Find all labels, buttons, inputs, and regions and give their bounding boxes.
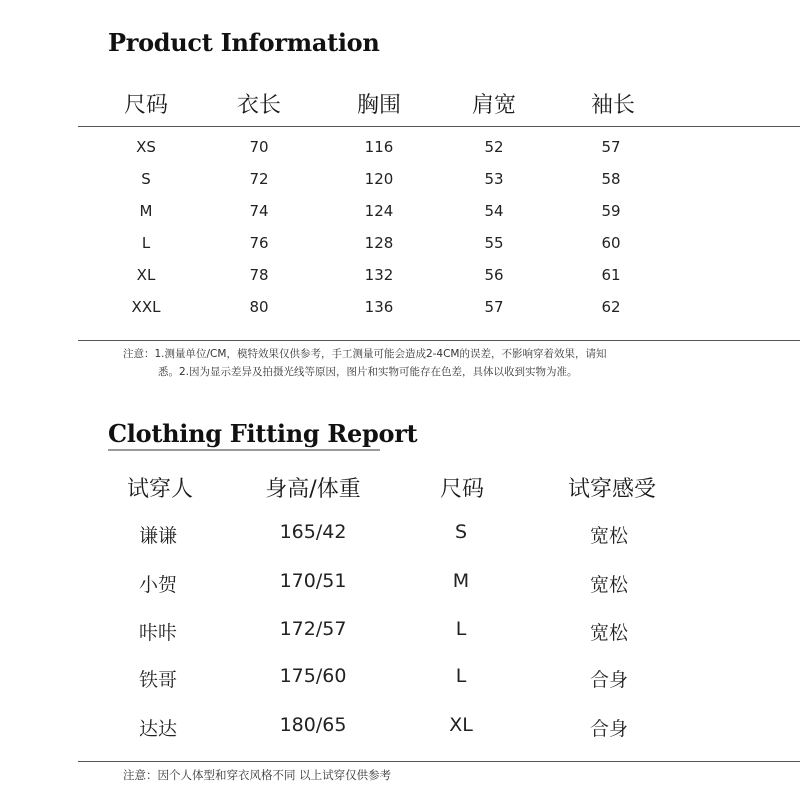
- shoulder-cell: 54: [484, 202, 504, 220]
- fitting-table-header: 身高/体重: [265, 477, 361, 502]
- size-cell: L: [141, 234, 151, 252]
- fitting-table-header: 尺码: [439, 477, 485, 502]
- sleeve-cell: 61: [601, 266, 621, 284]
- table-row: [0, 266, 800, 296]
- chest-cell: 116: [364, 138, 394, 156]
- height-weight-cell: 170/51: [279, 570, 347, 592]
- length-cell: 72: [249, 170, 269, 188]
- shoulder-cell: 57: [484, 298, 504, 316]
- size-table-header: 肩宽: [471, 93, 517, 118]
- fitting-size-cell: XL: [449, 714, 473, 736]
- height-weight-cell: 175/60: [279, 665, 347, 687]
- size-cell: XS: [136, 138, 156, 156]
- measurement-note-line1: 注意：1.测量单位/CM，模特效果仅供参考，手工测量可能会造成2-4CM的误差，不影响穿着效果，请知: [123, 348, 607, 360]
- measurement-note-line2: 悉。2.因为显示差异及拍摄光线等原因，图片和实物可能存在色差，具体以收到实物为准。: [158, 366, 578, 378]
- fitting-table-header-row: [0, 472, 800, 502]
- sleeve-cell: 57: [601, 138, 621, 156]
- shoulder-cell: 53: [484, 170, 504, 188]
- length-cell: 70: [249, 138, 269, 156]
- table-row: [0, 665, 800, 695]
- shoulder-cell: 52: [484, 138, 504, 156]
- size-cell: M: [139, 202, 153, 220]
- fitting-title-underline: [108, 449, 380, 451]
- size-table-header: 袖长: [590, 93, 636, 118]
- length-cell: 74: [249, 202, 269, 220]
- size-table-header: 胸围: [356, 93, 402, 118]
- fitting-table-bottom-divider: [78, 761, 800, 762]
- size-table-bottom-divider: [78, 340, 800, 341]
- chest-cell: 136: [364, 298, 394, 316]
- fitting-table-header: 试穿感受: [567, 477, 657, 502]
- size-table-header-row: [0, 88, 800, 118]
- table-row: [0, 138, 800, 168]
- tester-name-cell: 达达: [138, 718, 178, 740]
- tester-name-cell: 咔咔: [138, 622, 178, 644]
- height-weight-cell: 172/57: [279, 618, 347, 640]
- table-row: [0, 170, 800, 200]
- table-row: [0, 570, 800, 600]
- table-row: [0, 202, 800, 232]
- size-cell: XXL: [131, 298, 161, 316]
- height-weight-cell: 180/65: [279, 714, 347, 736]
- length-cell: 78: [249, 266, 269, 284]
- product-information-title: Product Information: [108, 28, 380, 57]
- size-cell: XL: [136, 266, 156, 284]
- tester-name-cell: 铁哥: [138, 669, 178, 691]
- chest-cell: 124: [364, 202, 394, 220]
- chest-cell: 132: [364, 266, 394, 284]
- chest-cell: 120: [364, 170, 394, 188]
- fit-feeling-cell: 宽松: [589, 525, 629, 547]
- fit-feeling-cell: 宽松: [589, 622, 629, 644]
- chest-cell: 128: [364, 234, 394, 252]
- shoulder-cell: 55: [484, 234, 504, 252]
- fitting-size-cell: S: [454, 521, 468, 543]
- size-table-header: 尺码: [123, 93, 169, 118]
- sleeve-cell: 60: [601, 234, 621, 252]
- fit-feeling-cell: 合身: [589, 718, 629, 740]
- table-row: [0, 714, 800, 744]
- table-row: [0, 618, 800, 648]
- fitting-size-cell: M: [452, 570, 470, 592]
- clothing-fitting-report-title: Clothing Fitting Report: [108, 419, 418, 448]
- height-weight-cell: 165/42: [279, 521, 347, 543]
- size-table-divider: [78, 126, 800, 127]
- table-row: [0, 298, 800, 328]
- length-cell: 80: [249, 298, 269, 316]
- shoulder-cell: 56: [484, 266, 504, 284]
- fitting-size-cell: L: [455, 618, 467, 640]
- table-row: [0, 234, 800, 264]
- sleeve-cell: 62: [601, 298, 621, 316]
- table-row: [0, 521, 800, 551]
- fitting-size-cell: L: [455, 665, 467, 687]
- fit-feeling-cell: 合身: [589, 669, 629, 691]
- fit-feeling-cell: 宽松: [589, 574, 629, 596]
- sleeve-cell: 58: [601, 170, 621, 188]
- size-cell: S: [141, 170, 151, 188]
- fitting-note: 注意：因个人体型和穿衣风格不同 以上试穿仅供参考: [123, 768, 392, 782]
- sleeve-cell: 59: [601, 202, 621, 220]
- fitting-table-header: 试穿人: [126, 477, 194, 502]
- size-table-header: 衣长: [236, 93, 282, 118]
- tester-name-cell: 谦谦: [138, 525, 178, 547]
- length-cell: 76: [249, 234, 269, 252]
- tester-name-cell: 小贺: [138, 574, 178, 596]
